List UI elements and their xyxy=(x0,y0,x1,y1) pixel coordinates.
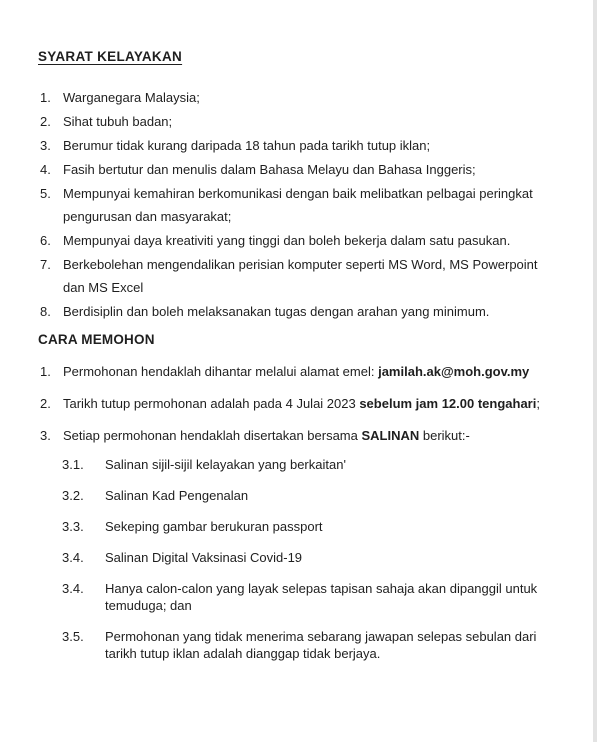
item-text: Hanya calon-calon yang layak selepas tapisan sahaja akan dipanggil untuk temuduga; dan xyxy=(105,581,538,613)
deadline-emphasis: sebelum jam 12.00 tengahari xyxy=(359,396,537,411)
item-text-normal: Permohonan hendaklah dihantar melalui alamat emel: xyxy=(63,364,379,379)
item-text-normal: berikut:- xyxy=(419,428,470,443)
list-item xyxy=(40,300,552,323)
email-address: jamilah.ak@moh.gov.my xyxy=(378,364,530,379)
sub-list-item xyxy=(62,580,548,614)
item-text: Salinan sijil-sijil kelayakan yang berkaitan' xyxy=(105,457,346,472)
list-item xyxy=(40,360,552,383)
item-text: Sihat tubuh badan; xyxy=(63,114,173,129)
item-text-normal: Setiap permohonan hendaklah disertakan bersama xyxy=(63,428,362,443)
item-number: 3.3. xyxy=(62,519,84,534)
page-edge-line xyxy=(593,0,597,742)
item-number: 3.4. xyxy=(62,581,84,596)
item-number: 3. xyxy=(40,138,51,153)
section-title-cara-memohon: CARA MEMOHON xyxy=(38,332,155,347)
item-number: 2. xyxy=(40,114,51,129)
item-text: Permohonan yang tidak menerima sebarang jawapan selepas sebulan dari tarikh tutup iklan adalah dianggap tidak berjaya. xyxy=(105,629,537,661)
item-text: Salinan Digital Vaksinasi Covid-19 xyxy=(105,550,303,565)
item-text xyxy=(63,424,552,447)
item-number: 3.5. xyxy=(62,629,84,644)
item-text-normal: ; xyxy=(536,396,540,411)
list-item xyxy=(40,182,552,228)
item-number: 8. xyxy=(40,304,51,319)
item-text xyxy=(63,392,552,415)
salinan-emphasis: SALINAN xyxy=(361,428,420,443)
item-text: Sekeping gambar berukuran passport xyxy=(105,519,323,534)
item-number: 5. xyxy=(40,186,51,201)
sub-list-item xyxy=(62,628,548,662)
list-item xyxy=(40,229,552,252)
item-text: Mempunyai kemahiran berkomunikasi dengan baik melibatkan pelbagai peringkat pengurusan dan masyarakat; xyxy=(63,186,533,224)
item-number: 3.2. xyxy=(62,488,84,503)
item-number: 7. xyxy=(40,257,51,272)
sub-list-item xyxy=(62,487,548,504)
item-text: Berdisiplin dan boleh melaksanakan tugas dengan arahan yang minimum. xyxy=(63,304,490,319)
item-text-normal: Tarikh tutup permohonan adalah pada 4 Julai 2023 xyxy=(63,396,360,411)
list-item xyxy=(40,110,552,133)
item-number: 1. xyxy=(40,364,51,379)
item-text: Warganegara Malaysia; xyxy=(63,90,200,105)
item-number: 6. xyxy=(40,233,51,248)
list-item xyxy=(40,158,552,181)
section-title-syarat-kelayakan: SYARAT KELAYAKAN xyxy=(38,49,183,64)
sub-list-item xyxy=(62,549,548,566)
salinan-sub-list xyxy=(62,456,548,662)
item-number: 4. xyxy=(40,162,51,177)
item-number: 2. xyxy=(40,396,51,411)
item-number: 3.4. xyxy=(62,550,84,565)
item-text: Berkebolehan mengendalikan perisian komputer seperti MS Word, MS Powerpoint dan MS Excel xyxy=(63,257,538,295)
cara-memohon-list xyxy=(40,360,552,447)
item-number: 3. xyxy=(40,428,51,443)
item-text xyxy=(63,360,552,383)
item-text: Mempunyai daya kreativiti yang tinggi dan boleh bekerja dalam satu pasukan. xyxy=(63,233,511,248)
list-item xyxy=(40,86,552,109)
list-item xyxy=(40,424,552,447)
list-item xyxy=(40,253,552,299)
item-text: Fasih bertutur dan menulis dalam Bahasa Melayu dan Bahasa Inggeris; xyxy=(63,162,476,177)
sub-list-item xyxy=(62,518,548,535)
syarat-kelayakan-list xyxy=(40,86,552,323)
sub-list-item xyxy=(62,456,548,473)
item-text: Berumur tidak kurang daripada 18 tahun pada tarikh tutup iklan; xyxy=(63,138,431,153)
item-number: 3.1. xyxy=(62,457,84,472)
list-item xyxy=(40,392,552,415)
item-text: Salinan Kad Pengenalan xyxy=(105,488,249,503)
list-item xyxy=(40,134,552,157)
item-number: 1. xyxy=(40,90,51,105)
